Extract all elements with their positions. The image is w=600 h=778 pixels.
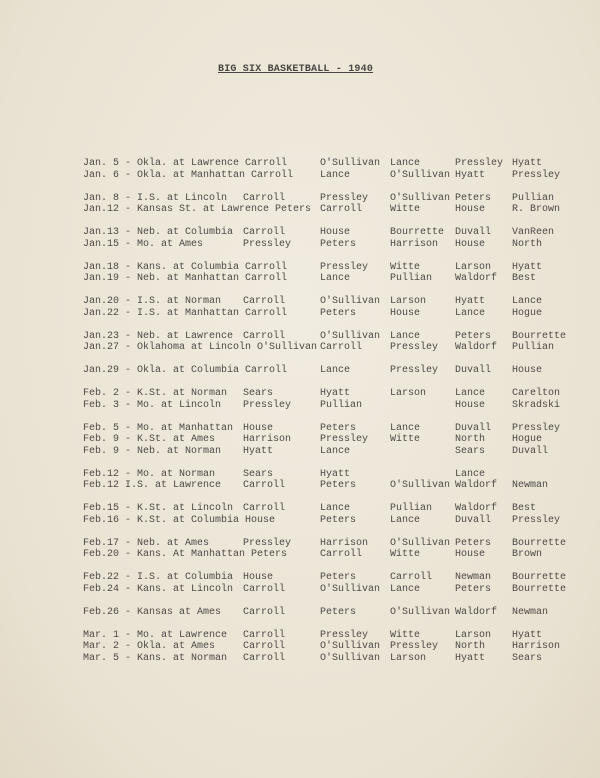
schedule-row — [83, 630, 573, 642]
game-label: Feb. 9 - K.St. at Ames — [83, 434, 216, 445]
game-label: Feb. 5 - Mo. at Manhattan — [83, 422, 234, 434]
official-name: North — [455, 434, 486, 445]
schedule-row — [83, 227, 573, 239]
schedule-row — [83, 503, 573, 515]
schedule-row — [83, 469, 573, 481]
official-name: Peters — [455, 330, 492, 342]
official-name: Lance — [390, 158, 421, 169]
game-label: Feb.22 - I.S. at Columbia — [83, 572, 234, 583]
official-name: Pullian — [512, 192, 555, 204]
official-name: Waldorf — [455, 273, 498, 284]
official-name: Carroll — [243, 652, 286, 664]
schedule-row — [83, 653, 573, 665]
official-name: Larson — [390, 388, 427, 399]
official-name: Witte — [390, 434, 421, 445]
official-name: Pressley — [320, 629, 369, 641]
official-name: Carroll — [243, 227, 286, 238]
game-label: Jan. 6 - Okla. at Manhattan — [83, 169, 246, 181]
official-name: Carelton — [512, 388, 561, 399]
official-name: Newman — [512, 480, 549, 491]
official-name: Hyatt — [455, 169, 486, 181]
game-label: Jan.27 - Oklahoma at Lincoln — [83, 342, 252, 353]
official-name: House — [455, 399, 486, 411]
game-label: Mar. 1 - Mo. at Lawrence — [83, 629, 228, 641]
game-label: Feb.15 - K.St. at Lincoln — [83, 503, 234, 514]
document-title: BIG SIX BASKETBALL - 1940 — [218, 64, 374, 75]
schedule-row — [83, 480, 573, 492]
official-name: Pressley — [243, 399, 292, 411]
game-label: Jan.13 - Neb. at Columbia — [83, 227, 234, 238]
official-name: O'Sullivan — [320, 158, 381, 169]
schedule-row — [83, 572, 573, 584]
official-name: Harrison — [320, 537, 369, 549]
schedule-group — [83, 423, 573, 458]
official-name: Pressley — [320, 261, 369, 273]
official-name: O'Sullivan — [320, 330, 381, 342]
official-name: R. Brown — [512, 204, 561, 215]
official-name: House — [455, 549, 486, 560]
official-name: Carroll — [243, 296, 286, 307]
schedule-row — [83, 239, 573, 251]
schedule-group — [83, 227, 573, 250]
official-name: Pressley — [243, 537, 292, 549]
official-name: Peters — [320, 238, 357, 250]
schedule-row — [83, 434, 573, 446]
official-name: Peters — [320, 422, 357, 434]
official-name: Carroll — [245, 158, 288, 169]
official-name: Hyatt — [320, 388, 351, 399]
official-name: Lance — [512, 296, 543, 307]
official-name: Hyatt — [512, 261, 543, 273]
official-name: Pressley — [243, 238, 292, 250]
official-name: Witte — [390, 549, 421, 560]
official-name: House — [245, 514, 276, 526]
schedule-row — [83, 308, 573, 320]
official-name: O'Sullivan — [257, 342, 318, 353]
schedule-group — [83, 331, 573, 354]
official-name: Carroll — [251, 169, 294, 181]
game-label: Jan.29 - Okla. at Columbia — [83, 365, 240, 376]
game-label: Feb.17 - Neb. at Ames — [83, 537, 210, 549]
official-name: Bourrette — [512, 583, 567, 595]
officials-schedule — [83, 158, 573, 676]
official-name: Hyatt — [243, 445, 274, 457]
official-name: Lance — [320, 365, 351, 376]
schedule-group — [83, 296, 573, 319]
official-name: Pressley — [320, 192, 369, 204]
official-name: Bourrette — [512, 330, 567, 342]
official-name: Carroll — [245, 365, 288, 376]
official-name: Pressley — [512, 514, 561, 526]
official-name: House — [390, 307, 421, 319]
schedule-row — [83, 262, 573, 274]
official-name: Pressley — [390, 342, 439, 353]
official-name: Waldorf — [455, 606, 498, 618]
game-label: Mar. 2 - Okla. at Ames — [83, 641, 216, 652]
official-name: O'Sullivan — [390, 480, 451, 491]
official-name: Hyatt — [455, 296, 486, 307]
official-name: Waldorf — [455, 480, 498, 491]
schedule-row — [83, 273, 573, 285]
official-name: Pullian — [320, 399, 363, 411]
official-name: Carroll — [245, 273, 288, 284]
schedule-row — [83, 446, 573, 458]
schedule-group — [83, 388, 573, 411]
official-name: Hyatt — [320, 468, 351, 480]
official-name: Larson — [390, 652, 427, 664]
official-name: Carroll — [320, 204, 363, 215]
schedule-row — [83, 400, 573, 412]
official-name: House — [320, 227, 351, 238]
official-name: Skradski — [512, 399, 561, 411]
game-label: Jan.18 - Kans. at Columbia — [83, 261, 240, 273]
game-label: Feb.16 - K.St. at Columbia — [83, 514, 240, 526]
official-name: House — [455, 238, 486, 250]
official-name: House — [455, 204, 486, 215]
official-name: O'Sullivan — [320, 652, 381, 664]
schedule-row — [83, 296, 573, 308]
game-label: Jan.15 - Mo. at Ames — [83, 238, 204, 250]
schedule-group — [83, 607, 573, 619]
schedule-group — [83, 262, 573, 285]
official-name: Peters — [320, 307, 357, 319]
official-name: Carroll — [243, 330, 286, 342]
official-name: Pressley — [320, 434, 369, 445]
game-label: Jan.22 - I.S. at Manhattan — [83, 307, 240, 319]
official-name: O'Sullivan — [320, 296, 381, 307]
official-name: Lance — [455, 388, 486, 399]
schedule-group — [83, 365, 573, 377]
game-label: Feb. 2 - K.St. at Norman — [83, 388, 228, 399]
official-name: Harrison — [390, 238, 439, 250]
official-name: Best — [512, 503, 537, 514]
official-name: Carroll — [245, 307, 288, 319]
game-label: Feb.24 - Kans. at Lincoln — [83, 583, 234, 595]
official-name: Pressley — [455, 158, 504, 169]
schedule-group — [83, 630, 573, 665]
official-name: Harrison — [243, 434, 292, 445]
schedule-group — [83, 572, 573, 595]
official-name: Larson — [455, 629, 492, 641]
official-name: Waldorf — [455, 342, 498, 353]
official-name: Carroll — [243, 629, 286, 641]
schedule-row — [83, 365, 573, 377]
game-label: Jan.20 - I.S. at Norman — [83, 296, 222, 307]
official-name: Harrison — [512, 641, 561, 652]
game-label: Mar. 5 - Kans. at Norman — [83, 652, 228, 664]
schedule-row — [83, 331, 573, 343]
schedule-row — [83, 607, 573, 619]
official-name: VanReen — [512, 227, 555, 238]
official-name: O'Sullivan — [390, 537, 451, 549]
official-name: O'Sullivan — [390, 192, 451, 204]
official-name: Pressley — [512, 422, 561, 434]
schedule-row — [83, 538, 573, 550]
official-name: Carroll — [243, 192, 286, 204]
official-name: Peters — [455, 583, 492, 595]
game-label: Feb.26 - Kansas at Ames — [83, 606, 222, 618]
schedule-group — [83, 158, 573, 181]
game-label: Feb. 9 - Neb. at Norman — [83, 445, 222, 457]
official-name: Newman — [455, 572, 492, 583]
official-name: Lance — [390, 422, 421, 434]
official-name: Carroll — [243, 583, 286, 595]
schedule-row — [83, 158, 573, 170]
official-name: Carroll — [320, 342, 363, 353]
official-name: Peters — [455, 537, 492, 549]
official-name: Pressley — [512, 169, 561, 181]
official-name: Lance — [390, 330, 421, 342]
official-name: Hyatt — [512, 629, 543, 641]
schedule-row — [83, 388, 573, 400]
official-name: Lance — [390, 583, 421, 595]
official-name: Lance — [320, 445, 351, 457]
game-label: Jan. 8 - I.S. at Lincoln — [83, 192, 228, 204]
game-label: Jan.19 - Neb. at Manhattan — [83, 273, 240, 284]
official-name: Bourrette — [512, 572, 567, 583]
schedule-row — [83, 641, 573, 653]
official-name: O'Sullivan — [320, 641, 381, 652]
official-name: Larson — [390, 296, 427, 307]
official-name: Peters — [320, 514, 357, 526]
official-name: Bourrette — [512, 537, 567, 549]
official-name: Hogue — [512, 434, 543, 445]
official-name: Pullian — [390, 503, 433, 514]
game-label: Feb. 3 - Mo. at Lincoln — [83, 399, 222, 411]
official-name: Lance — [320, 273, 351, 284]
official-name: North — [455, 641, 486, 652]
schedule-group — [83, 503, 573, 526]
schedule-row — [83, 342, 573, 354]
official-name: Sears — [512, 652, 543, 664]
official-name: Duvall — [455, 365, 492, 376]
official-name: Newman — [512, 606, 549, 618]
game-label: Feb.20 - Kans. At Manhattan — [83, 549, 246, 560]
official-name: Hyatt — [512, 158, 543, 169]
official-name: Carroll — [320, 549, 363, 560]
official-name: Duvall — [455, 227, 492, 238]
official-name: Larson — [455, 261, 492, 273]
official-name: Peters — [320, 606, 357, 618]
official-name: Peters — [320, 572, 357, 583]
official-name: Duvall — [455, 514, 492, 526]
official-name: Pullian — [390, 273, 433, 284]
official-name: Carroll — [243, 641, 286, 652]
official-name: Waldorf — [455, 503, 498, 514]
official-name: Lance — [455, 468, 486, 480]
official-name: Brown — [512, 549, 543, 560]
official-name: Carroll — [243, 606, 286, 618]
schedule-row — [83, 423, 573, 435]
game-label: Feb.12 - Mo. at Norman — [83, 468, 216, 480]
official-name: Hogue — [512, 307, 543, 319]
game-label: Jan.12 - Kansas St. at Lawrence — [83, 204, 270, 215]
official-name: Peters — [320, 480, 357, 491]
official-name: Lance — [320, 503, 351, 514]
schedule-row — [83, 549, 573, 561]
official-name: Carroll — [390, 572, 433, 583]
official-name: Duvall — [455, 422, 492, 434]
official-name: North — [512, 238, 543, 250]
schedule-row — [83, 170, 573, 182]
official-name: Carroll — [243, 503, 286, 514]
schedule-group — [83, 193, 573, 216]
official-name: House — [243, 572, 274, 583]
official-name: House — [512, 365, 543, 376]
schedule-row — [83, 584, 573, 596]
official-name: O'Sullivan — [320, 583, 381, 595]
official-name: Sears — [243, 388, 274, 399]
official-name: Carroll — [243, 480, 286, 491]
game-label: Jan. 5 - Okla. at Lawrence — [83, 158, 240, 169]
official-name: Peters — [275, 204, 312, 215]
official-name: Sears — [455, 445, 486, 457]
official-name: Witte — [390, 204, 421, 215]
official-name: Pressley — [390, 365, 439, 376]
official-name: House — [243, 422, 274, 434]
official-name: Carroll — [245, 261, 288, 273]
schedule-row — [83, 193, 573, 205]
schedule-group — [83, 469, 573, 492]
official-name: Hyatt — [455, 652, 486, 664]
game-label: Jan.23 - Neb. at Lawrence — [83, 330, 234, 342]
official-name: Peters — [251, 549, 288, 560]
official-name: Best — [512, 273, 537, 284]
official-name: Lance — [455, 307, 486, 319]
official-name: Pressley — [390, 641, 439, 652]
official-name: Bourrette — [390, 227, 445, 238]
official-name: Witte — [390, 261, 421, 273]
official-name: Lance — [390, 514, 421, 526]
official-name: Peters — [455, 192, 492, 204]
official-name: Lance — [320, 169, 351, 181]
schedule-row — [83, 204, 573, 216]
official-name: O'Sullivan — [390, 606, 451, 618]
game-label: Feb.12 I.S. at Lawrence — [83, 480, 222, 491]
schedule-group — [83, 538, 573, 561]
official-name: Pullian — [512, 342, 555, 353]
official-name: O'Sullivan — [390, 169, 451, 181]
official-name: Duvall — [512, 445, 549, 457]
official-name: Witte — [390, 629, 421, 641]
schedule-row — [83, 515, 573, 527]
official-name: Sears — [243, 468, 274, 480]
